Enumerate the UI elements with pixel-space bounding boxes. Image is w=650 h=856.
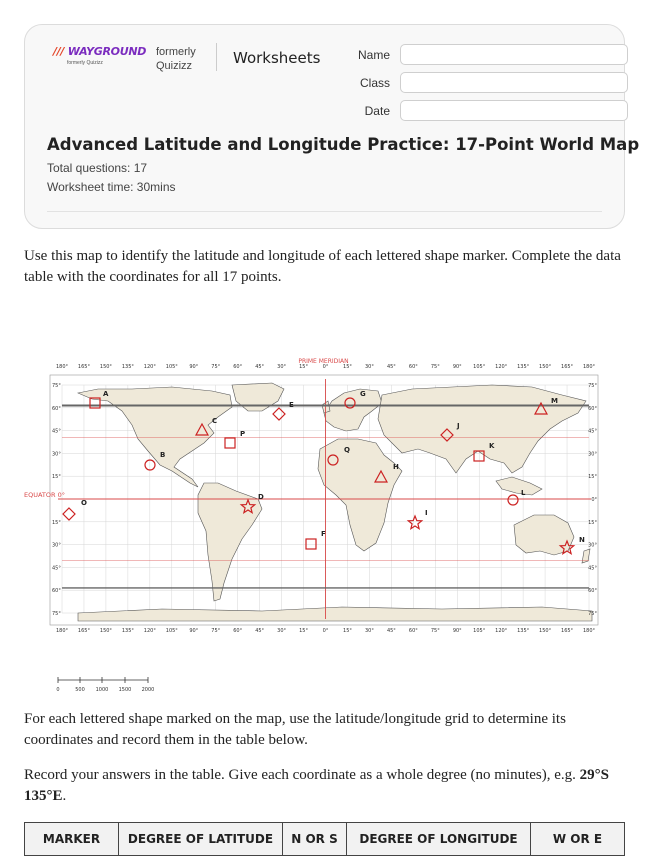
- lon-tick-bottom: 90°: [189, 628, 199, 634]
- lon-tick-bottom: 60°: [408, 628, 418, 634]
- scale-label-500: 500: [75, 687, 85, 693]
- lat-tick-left: 45°: [52, 565, 61, 572]
- lat-tick-left: 15°: [52, 519, 61, 526]
- lon-tick-top: 90°: [452, 364, 462, 370]
- lat-tick-right: 0°: [591, 497, 597, 503]
- lat-tick-right: 15°: [588, 474, 597, 481]
- lon-tick-top: 45°: [255, 364, 265, 370]
- th-marker: MARKER: [25, 823, 119, 856]
- lon-tick-top: 90°: [189, 364, 199, 370]
- formerly-line1: formerly: [156, 46, 196, 58]
- marker-label-n: N: [579, 536, 585, 544]
- lon-tick-bottom: 150°: [99, 628, 112, 634]
- marker-label-o: O: [81, 499, 87, 507]
- lat-tick-right: 15°: [588, 519, 597, 526]
- worksheet-title: Advanced Latitude and Longitude Practice: 17-Point World Map: [47, 135, 640, 154]
- answer-table: [24, 822, 625, 856]
- lat-tick-left: 75°: [52, 611, 61, 617]
- lon-tick-bottom: 180°: [55, 628, 69, 634]
- marker-label-p: P: [240, 430, 246, 438]
- lon-tick-top: 45°: [386, 364, 396, 370]
- lon-tick-bottom: 45°: [386, 628, 396, 634]
- lon-tick-bottom: 45°: [255, 628, 265, 634]
- marker-label-c: C: [212, 417, 218, 425]
- marker-label-i: I: [425, 509, 428, 517]
- lon-tick-top: 150°: [99, 364, 112, 370]
- class-label: Class: [359, 76, 390, 90]
- lon-tick-top: 60°: [408, 364, 418, 370]
- lat-tick-left: 60°: [52, 588, 61, 595]
- lon-tick-bottom: 180°: [582, 628, 596, 634]
- marker-label-e: E: [289, 401, 294, 409]
- prime-meridian-label: PRIME MERIDIAN: [298, 358, 349, 365]
- formerly-quizizz: [156, 45, 196, 73]
- lat-tick-right: 30°: [588, 542, 597, 549]
- lon-tick-bottom: 135°: [517, 628, 530, 634]
- lon-tick-top: 180°: [55, 364, 69, 370]
- lon-tick-top: 30°: [364, 364, 374, 370]
- lat-tick-right: 75°: [588, 611, 597, 617]
- marker-label-m: M: [551, 397, 558, 405]
- lon-tick-top: 0°: [322, 364, 329, 370]
- lat-tick-right: 75°: [588, 383, 597, 389]
- australia: [514, 515, 574, 555]
- lon-tick-top: 135°: [517, 364, 530, 370]
- scale-label-0: 0: [56, 687, 60, 693]
- lon-tick-top: 180°: [582, 364, 596, 370]
- lon-tick-top: 15°: [343, 364, 352, 370]
- example-coordinate: 29°S 135°E: [24, 767, 609, 804]
- marker-label-k: K: [489, 442, 495, 450]
- lon-tick-bottom: 120°: [143, 628, 156, 634]
- lat-tick-left: 60°: [52, 405, 61, 412]
- marker-label-b: B: [160, 451, 166, 459]
- lat-tick-left: 75°: [52, 383, 61, 389]
- instructions-paragraph-1: For each lettered shape marked on the map, use the latitude/longitude grid to determine its coordinates and record them in the table below.: [24, 711, 566, 748]
- lon-tick-bottom: 135°: [121, 628, 134, 634]
- lat-tick-left: 30°: [52, 542, 61, 549]
- instructions-paragraph-2: [24, 765, 624, 807]
- table-header-row: [25, 823, 625, 856]
- section-title: Worksheets: [233, 49, 321, 67]
- logo-text: WAYGROUND: [67, 45, 147, 58]
- date-label: Date: [364, 104, 390, 118]
- lon-tick-top: 30°: [277, 364, 287, 370]
- marker-label-q: Q: [344, 446, 350, 454]
- lon-tick-top: 15°: [299, 364, 308, 370]
- lon-tick-bottom: 75°: [211, 628, 221, 634]
- card-divider: [47, 211, 602, 212]
- marker-label-j: J: [457, 422, 460, 430]
- equator-label: EQUATOR 0°: [24, 491, 65, 499]
- lat-tick-right: 60°: [588, 405, 597, 412]
- marker-label-f: F: [321, 530, 326, 538]
- th-latitude: DEGREE OF LATITUDE: [119, 823, 283, 856]
- name-label: Name: [357, 48, 390, 62]
- world-map: [22, 355, 602, 635]
- th-longitude: DEGREE OF LONGITUDE: [347, 823, 531, 856]
- lat-tick-right: 60°: [588, 588, 597, 595]
- lon-tick-bottom: 30°: [277, 628, 287, 634]
- th-w-or-e: W OR E: [531, 823, 625, 856]
- class-input[interactable]: [400, 72, 628, 93]
- marker-label-a: A: [103, 390, 109, 398]
- logo-bars-icon: ///: [53, 45, 65, 58]
- th-n-or-s: N OR S: [283, 823, 347, 856]
- formerly-line2: Quizizz: [156, 60, 193, 72]
- worksheet-time: Worksheet time: 30mins: [47, 180, 176, 194]
- name-input[interactable]: [400, 44, 628, 65]
- lon-tick-bottom: 150°: [539, 628, 552, 634]
- header-divider: [216, 43, 217, 71]
- logo-subtext: formerly Quizizz: [67, 60, 103, 66]
- lon-tick-bottom: 15°: [343, 628, 352, 634]
- marker-label-h: H: [393, 463, 399, 471]
- lon-tick-bottom: 105°: [165, 628, 178, 634]
- lon-tick-bottom: 30°: [364, 628, 374, 634]
- lon-tick-top: 105°: [165, 364, 178, 370]
- intro-paragraph: Use this map to identify the latitude and longitude of each lettered shape marker. Complete the data table with the coordinates for all 17 points.: [24, 248, 621, 285]
- date-input[interactable]: [400, 100, 628, 121]
- wayground-logo: [53, 45, 146, 66]
- lon-tick-top: 75°: [430, 364, 440, 370]
- lon-tick-top: 150°: [539, 364, 552, 370]
- lon-tick-top: 165°: [561, 364, 574, 370]
- lon-tick-top: 120°: [495, 364, 508, 370]
- lon-tick-bottom: 0°: [322, 628, 329, 634]
- scale-label-1000: 1000: [95, 687, 109, 693]
- lat-tick-left: 15°: [52, 474, 61, 481]
- lon-tick-bottom: 120°: [495, 628, 508, 634]
- lat-tick-right: 45°: [588, 428, 597, 435]
- total-questions: Total questions: 17: [47, 161, 148, 175]
- lon-tick-top: 75°: [211, 364, 221, 370]
- marker-label-d: D: [258, 493, 264, 501]
- instructions-text: Record your answers in the table. Give each coordinate as a whole degree (no minutes), e.g.: [24, 767, 580, 783]
- lat-tick-left: 30°: [52, 451, 61, 458]
- lat-tick-right: 45°: [588, 565, 597, 572]
- antarctica: [78, 607, 592, 621]
- lon-tick-bottom: 60°: [233, 628, 243, 634]
- marker-label-l: L: [521, 489, 526, 497]
- lon-tick-bottom: 165°: [77, 628, 90, 634]
- lat-tick-left: 45°: [52, 428, 61, 435]
- lon-tick-top: 60°: [233, 364, 243, 370]
- lon-tick-bottom: 75°: [430, 628, 440, 634]
- lon-tick-bottom: 15°: [299, 628, 308, 634]
- marker-label-g: G: [360, 390, 366, 398]
- lat-tick-right: 30°: [588, 451, 597, 458]
- scale-label-1500: 1500: [118, 687, 132, 693]
- lon-tick-bottom: 90°: [452, 628, 462, 634]
- scale-bar: [50, 672, 160, 696]
- scale-label-2000: 2000: [141, 687, 155, 693]
- lon-tick-top: 135°: [121, 364, 134, 370]
- lon-tick-bottom: 105°: [473, 628, 486, 634]
- lon-tick-bottom: 165°: [561, 628, 574, 634]
- lon-tick-top: 105°: [473, 364, 486, 370]
- instructions-end: .: [62, 788, 67, 804]
- lon-tick-top: 165°: [77, 364, 90, 370]
- lon-tick-top: 120°: [143, 364, 156, 370]
- worksheet-header-card: [24, 24, 640, 229]
